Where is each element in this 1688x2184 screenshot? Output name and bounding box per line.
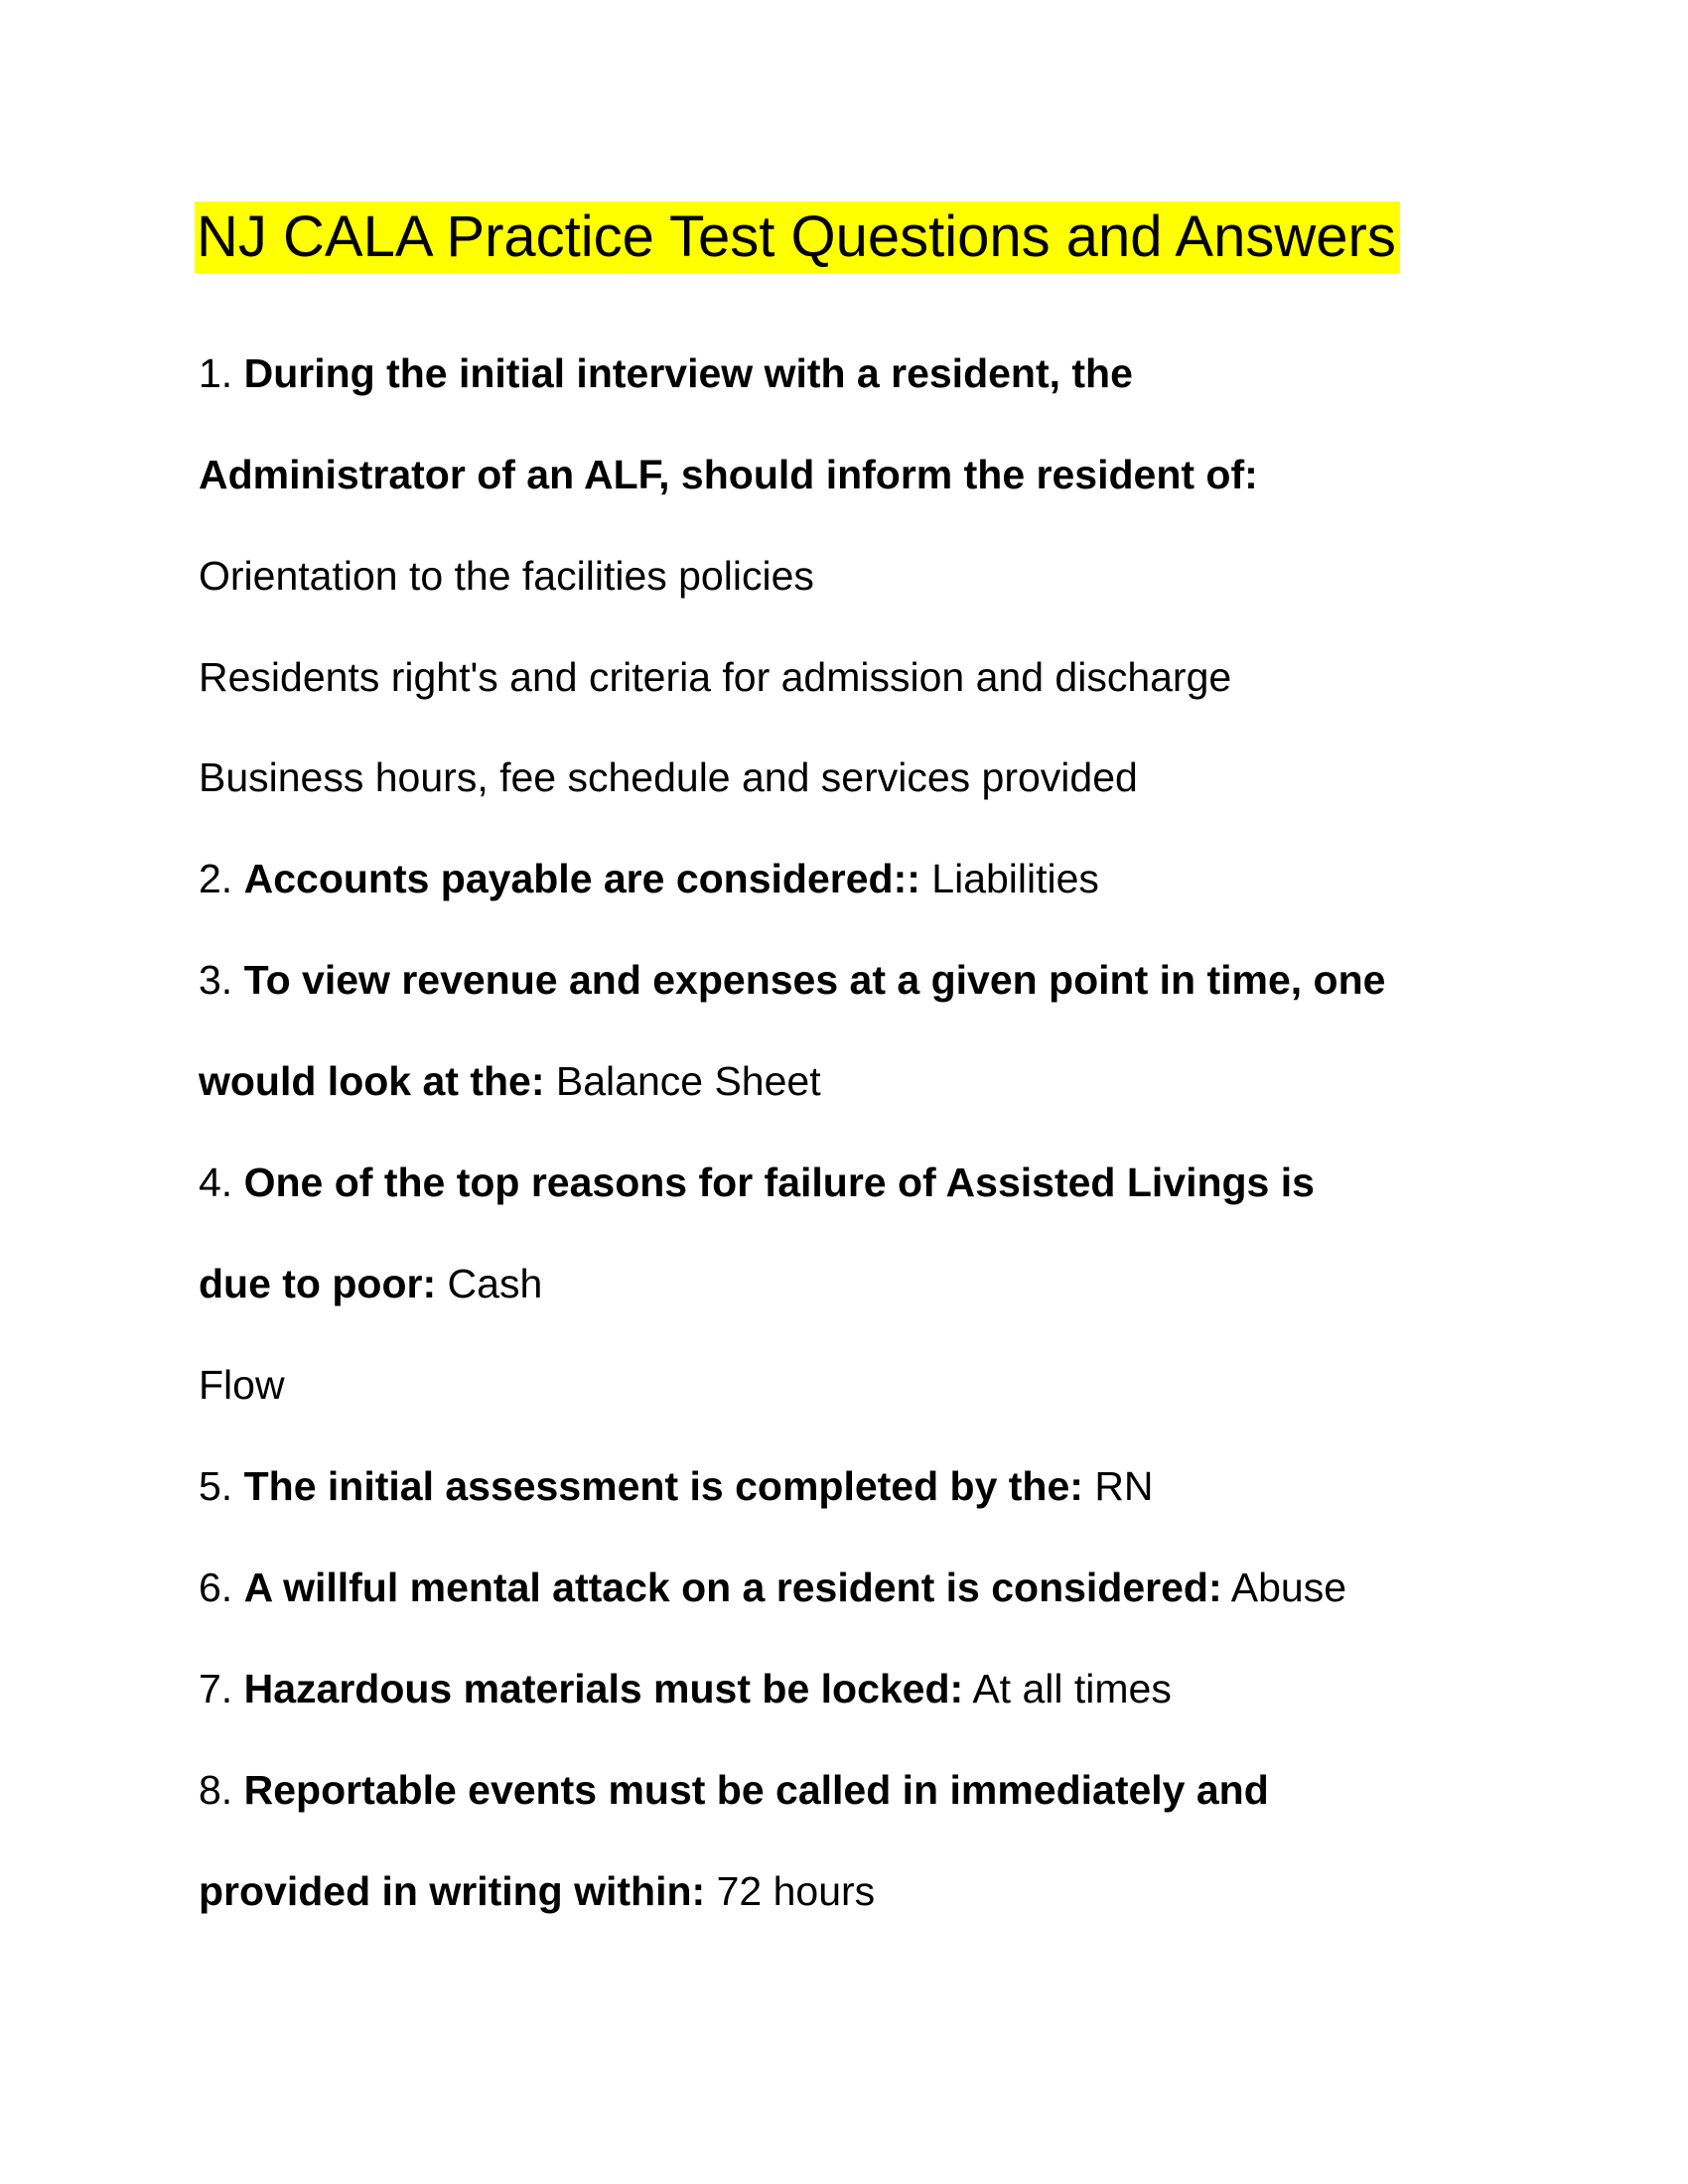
question-text: due to poor:: [199, 1261, 437, 1306]
answer-text: 72 hours: [716, 1868, 876, 1914]
question-text: During the initial interview with a resident, the: [243, 350, 1133, 396]
question-8-line-2: [199, 1866, 875, 1916]
question-number: 7.: [199, 1666, 233, 1711]
answer-text: RN: [1094, 1463, 1154, 1509]
answer-text: Balance Sheet: [555, 1058, 821, 1104]
question-6: [199, 1563, 1346, 1612]
question-number: 4.: [199, 1160, 233, 1205]
question-number: 8.: [199, 1767, 233, 1813]
question-number: 5.: [199, 1463, 233, 1509]
answer-text: Abuse: [1230, 1565, 1347, 1610]
document-title: NJ CALA Practice Test Questions and Answers: [195, 202, 1400, 273]
question-text: Accounts payable are considered::: [243, 856, 920, 901]
question-text: provided in writing within:: [199, 1868, 706, 1914]
question-1-line-1: [199, 348, 1133, 398]
question-7: [199, 1664, 1172, 1713]
question-4-line-1: [199, 1158, 1315, 1207]
question-8-line-1: [199, 1765, 1269, 1815]
question-number: 3.: [199, 957, 233, 1003]
question-5: [199, 1461, 1154, 1511]
question-text: To view revenue and expenses at a given point in time, one: [243, 957, 1386, 1003]
question-number: 1.: [199, 350, 233, 396]
question-2: [199, 854, 1099, 903]
answer-text: Liabilities: [931, 856, 1099, 901]
question-4-line-2: [199, 1259, 542, 1308]
answer-1-option-2: Residents right's and criteria for admission and discharge: [199, 654, 1232, 700]
answer-1-option-1: Orientation to the facilities policies: [199, 553, 814, 599]
answer-4-continued: Flow: [199, 1362, 285, 1408]
question-text: Hazardous materials must be locked:: [243, 1666, 964, 1711]
question-text: Reportable events must be called in immediately and: [243, 1767, 1269, 1813]
question-number: 2.: [199, 856, 233, 901]
question-number: 6.: [199, 1565, 233, 1610]
question-text: The initial assessment is completed by the:: [243, 1463, 1083, 1509]
answer-text: Cash: [447, 1261, 543, 1306]
question-text: would look at the:: [199, 1058, 545, 1104]
answer-1-option-3: Business hours, fee schedule and services provided: [199, 754, 1138, 800]
question-text: A willful mental attack on a resident is considered:: [243, 1565, 1222, 1610]
question-text: One of the top reasons for failure of Assisted Livings is: [243, 1160, 1315, 1205]
question-1-line-2: Administrator of an ALF, should inform the resident of:: [199, 452, 1258, 497]
question-3-line-1: [199, 955, 1385, 1005]
question-3-line-2: [199, 1056, 821, 1106]
answer-text: At all times: [972, 1666, 1172, 1711]
